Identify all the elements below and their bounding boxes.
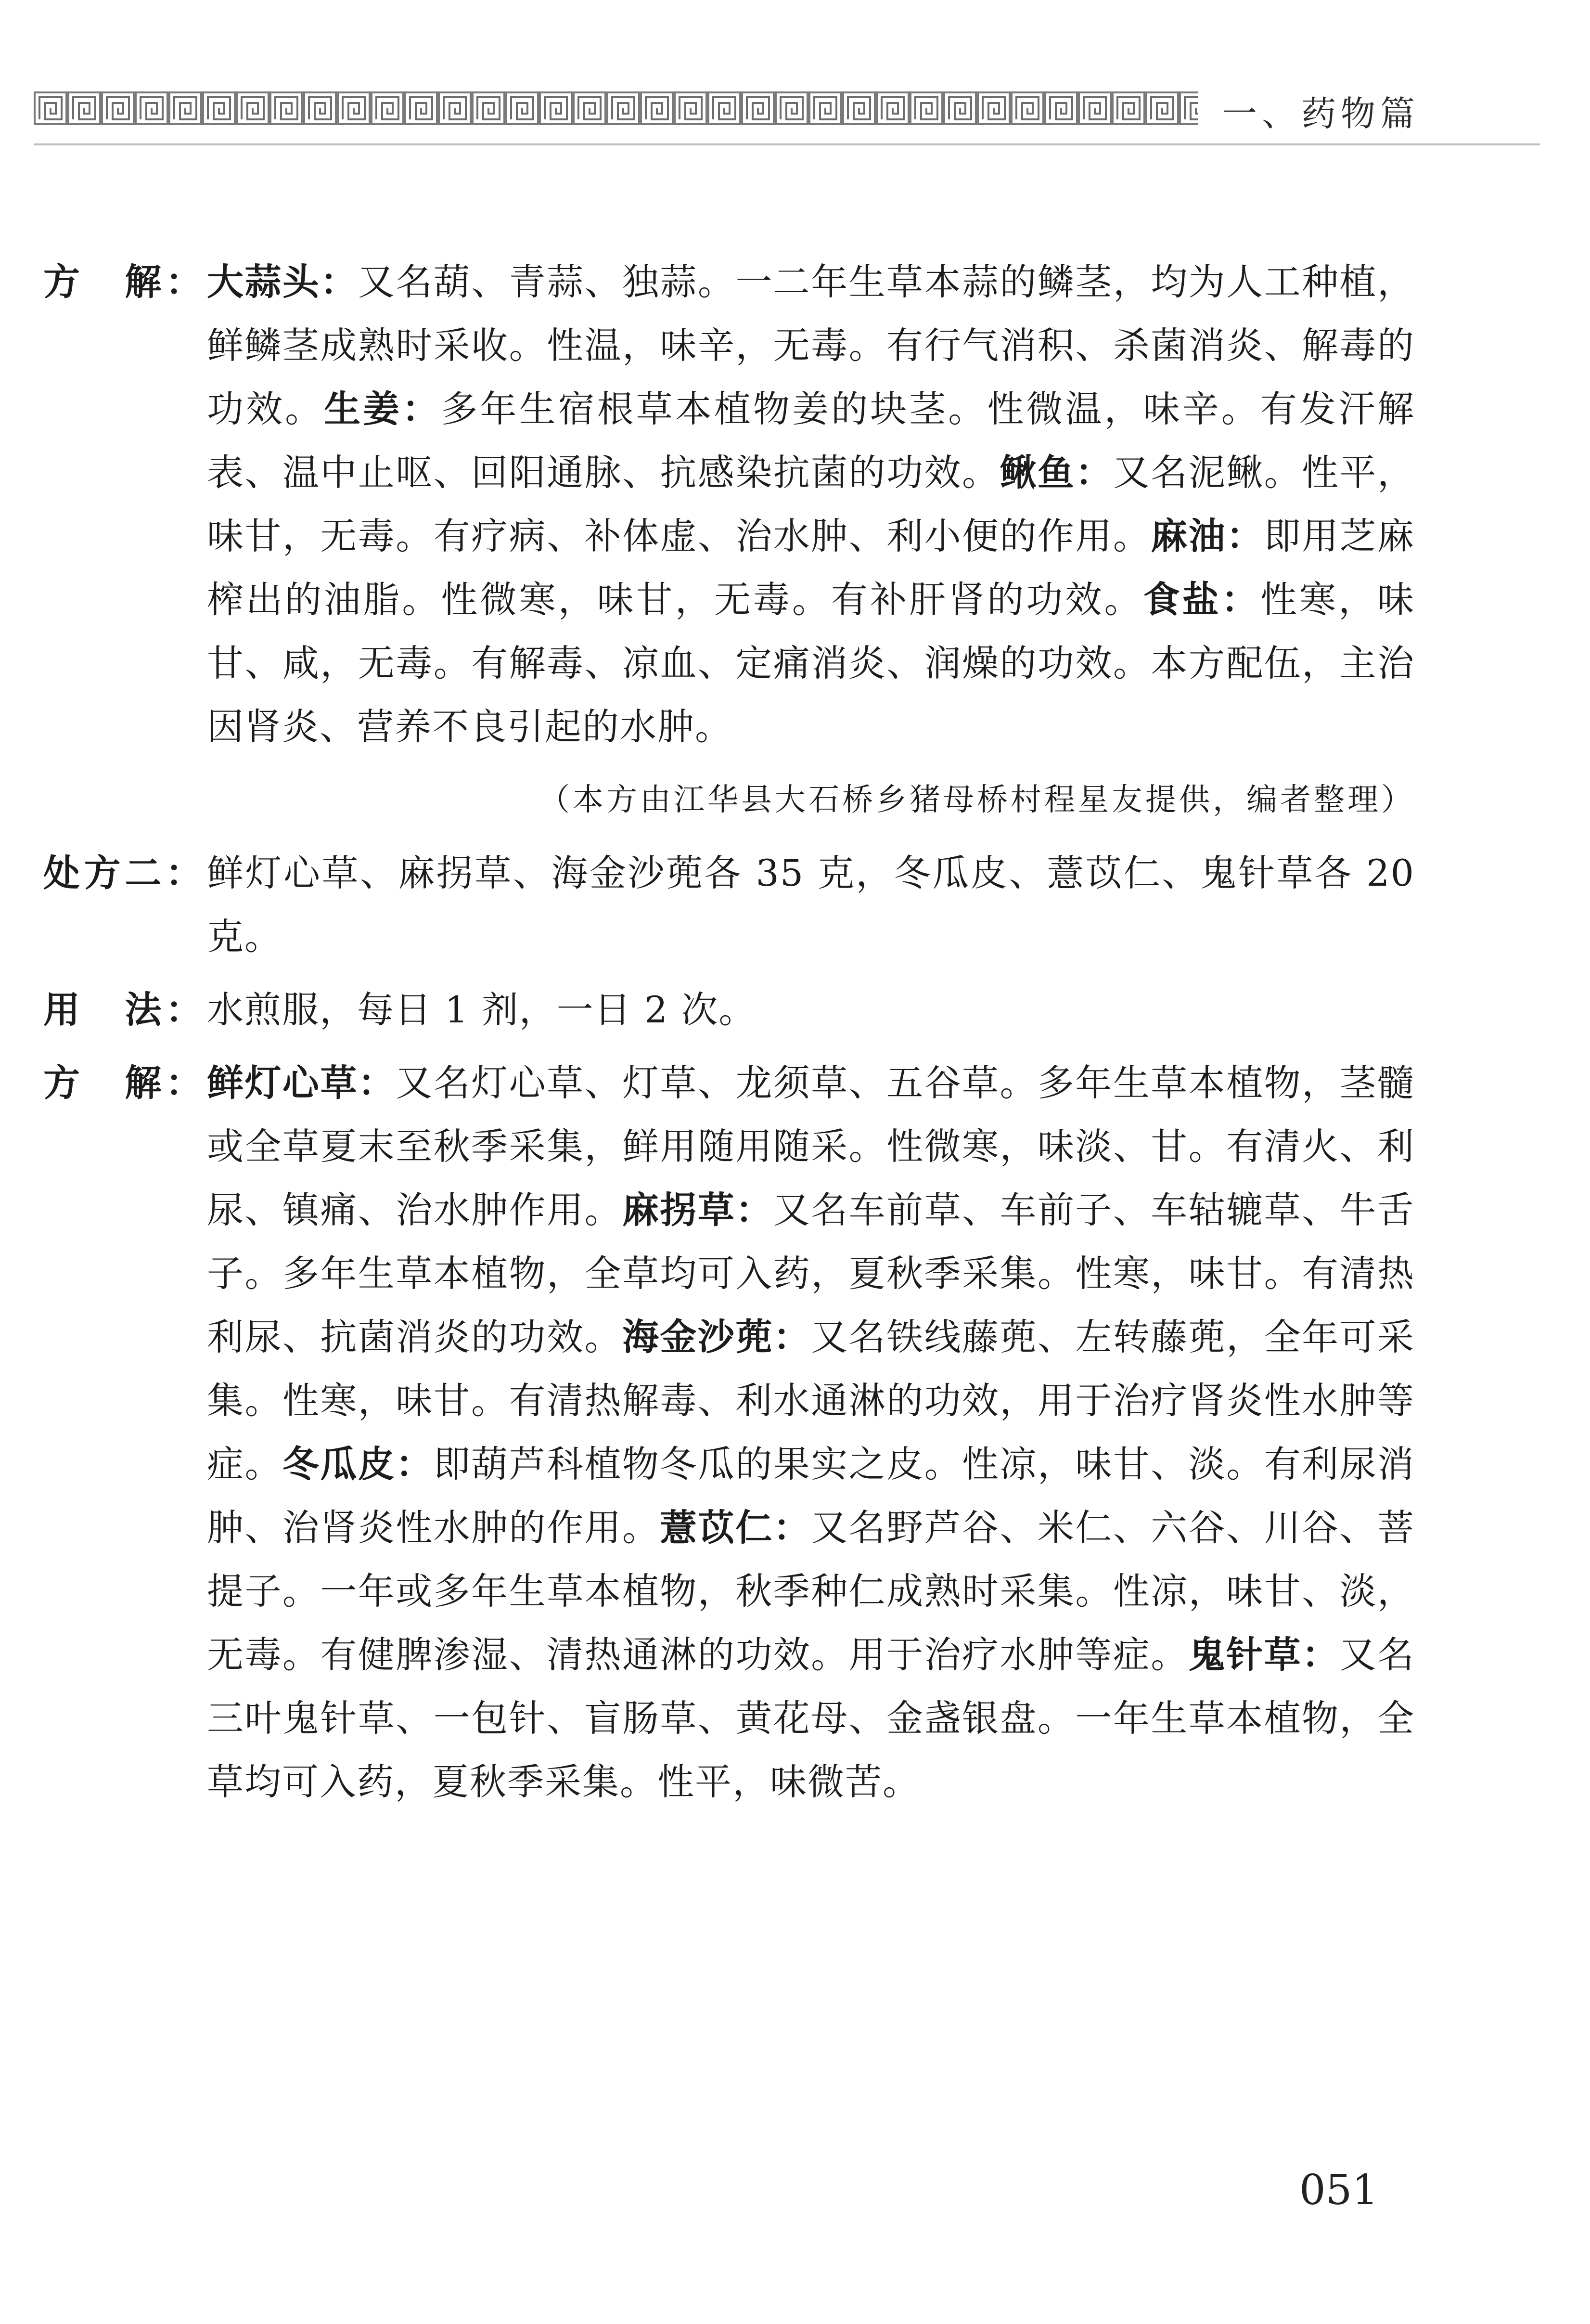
entry-body — [207, 1051, 1415, 1814]
entry-text: 水煎服，每日 1 剂，一日 2 次。 — [207, 988, 757, 1031]
herb-name: 麻拐草： — [622, 1188, 773, 1231]
entry-body — [207, 250, 1415, 759]
section-title: 一、药物篇 — [1222, 93, 1420, 134]
page-header — [29, 72, 1545, 154]
herb-name: 生姜： — [324, 387, 441, 430]
herb-name: 冬瓜皮： — [282, 1443, 434, 1485]
entry-text: 又名泥鳅。性平，味甘，无毒。有疗病、补体虚、治水肿、利小便的作用。 — [207, 451, 1415, 557]
herb-name: 食盐： — [1143, 578, 1260, 621]
entry-text: 又名葫、青蒜、独蒜。一二年生草本蒜的鳞茎，均为人工种植，鲜鳞茎成熟时采收。性温，味辛，无毒。有行气消积、杀菌消炎、解毒的功效。 — [207, 260, 1415, 430]
entry-text: 鲜灯心草、麻拐草、海金沙蔸各 35 克，冬瓜皮、薏苡仁、鬼针草各 20 克。 — [207, 852, 1415, 958]
entry-text: 又名野芦谷、米仁、六谷、川谷、菩提子。一年或多年生草本植物，秋季种仁成熟时采集。性凉，味甘、淡，无毒。有健脾渗湿、清热通淋的功效。用于治疗水肿等症。 — [207, 1506, 1415, 1676]
entry — [43, 841, 1415, 968]
decorative-border-icon — [34, 91, 1198, 125]
header-rule — [34, 143, 1540, 145]
herb-name: 鲜灯心草： — [207, 1061, 396, 1104]
entry-text: 性寒，味甘、咸，无毒。有解毒、凉血、定痛消炎、润燥的功效。本方配伍，主治因肾炎、营养不良引起的水肿。 — [207, 578, 1415, 748]
source-note: （本方由江华县大石桥乡猪母桥村程星友提供，编者整理） — [539, 782, 1415, 818]
entry-text: 又名车前草、车前子、车轱辘草、牛舌子。多年生草本植物，全草均可入药，夏秋季采集。性寒，味甘。有清热利尿、抗菌消炎的功效。 — [207, 1188, 1415, 1358]
entry-label: 方 解： — [43, 260, 202, 303]
entry-label: 方 解： — [43, 1061, 202, 1104]
herb-name: 麻油： — [1151, 515, 1264, 557]
herb-name: 鳅鱼： — [1000, 451, 1113, 494]
entry — [43, 978, 1415, 1042]
entry-text: 即用芝麻榨出的油脂。性微寒，味甘，无毒。有补肝肾的功效。 — [207, 515, 1415, 621]
page-body — [43, 250, 1415, 1823]
entry-body — [207, 978, 1415, 1042]
herb-name: 薏苡仁： — [660, 1506, 811, 1549]
entry-text: 多年生宿根草本植物姜的块茎。性微温，味辛。有发汗解表、温中止呕、回阳通脉、抗感染抗菌的功效。 — [207, 387, 1415, 494]
page-number: 051 — [1299, 2166, 1379, 2214]
entry — [43, 1051, 1415, 1814]
herb-name: 鬼针草： — [1188, 1633, 1340, 1676]
entry — [43, 250, 1415, 759]
entry-label: 用 法： — [43, 988, 202, 1031]
entry-text: 即葫芦科植物冬瓜的果实之皮。性凉，味甘、淡。有利尿消肿、治肾炎性水肿的作用。 — [207, 1443, 1415, 1549]
herb-name: 海金沙蔸： — [622, 1316, 811, 1358]
entry-body — [207, 841, 1415, 968]
entry-label: 处方二： — [43, 852, 202, 894]
entry-text: 又名铁线藤蔸、左转藤蔸，全年可采集。性寒，味甘。有清热解毒、利水通淋的功效，用于治疗肾炎性水肿等症。 — [207, 1316, 1415, 1485]
entry-text: 又名三叶鬼针草、一包针、盲肠草、黄花母、金盏银盘。一年生草本植物，全草均可入药，夏秋季采集。性平，味微苦。 — [207, 1633, 1415, 1803]
herb-name: 大蒜头： — [207, 260, 358, 303]
entry-text: 又名灯心草、灯草、龙须草、五谷草。多年生草本植物，茎髓或全草夏末至秋季采集，鲜用随用随采。性微寒，味淡、甘。有清火、利尿、镇痛、治水肿作用。 — [207, 1061, 1415, 1231]
